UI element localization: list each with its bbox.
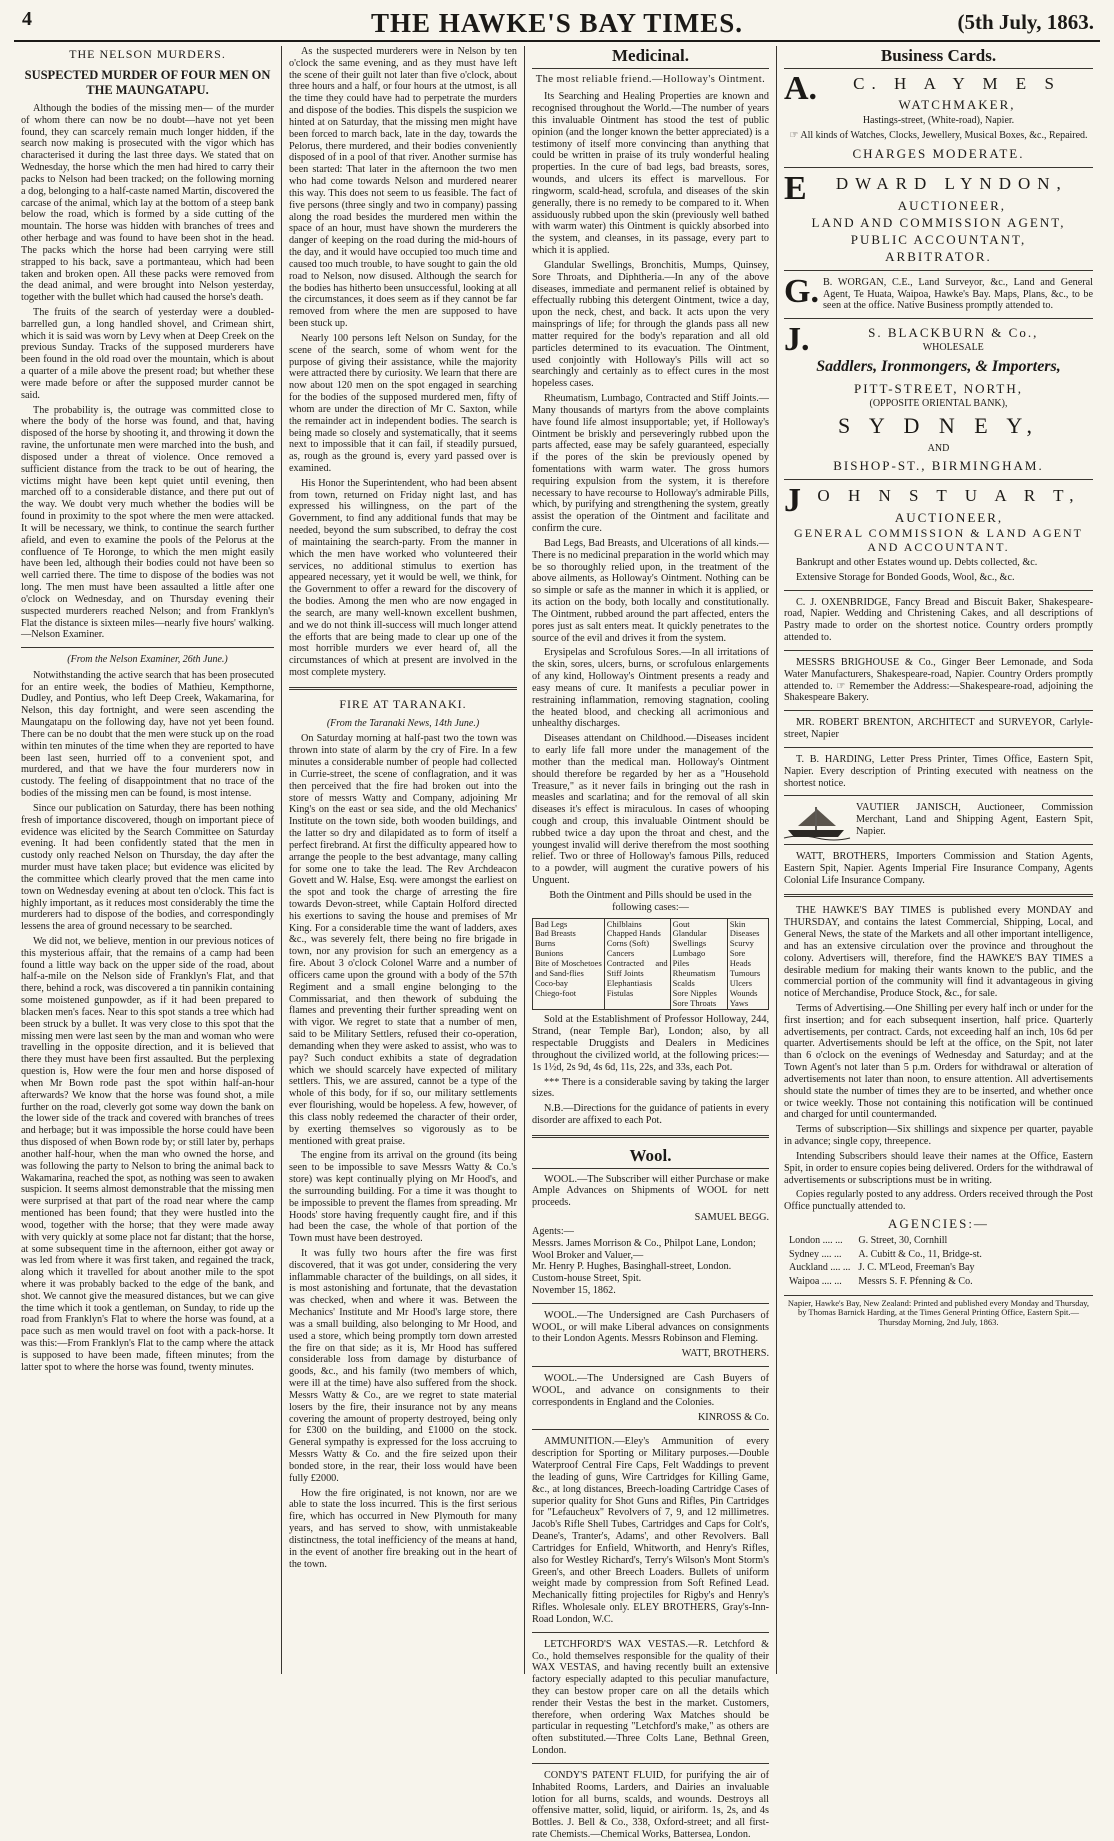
- masthead: [14, 6, 1100, 42]
- card-text: B. WORGAN, C.E., Land Surveyor, &c., Land and General Agent, Te Huata, Waipoa, Hawke's Bay. Maps, Plans, &c., to be seen at the office. Native Business promptly attended to.: [822, 276, 1093, 312]
- paragraph: Since our publication on Saturday, there has been nothing fresh of importance discovered, though on important piece of evidence was elicited by the Search Committee on Saturday evening. It had been confidently stated that the men in custody only reached Nelson on Thursday, the day after the murder must have taken place; but evidence was elicited by the committee which clearly proved that the men came into town on Wednesday evening at about ten o'clock. This fact is highly important, as it reduces most considerably the time the murderers had to dispose of the bodies, and correspondingly lessens the area of ground necessary to be searched.: [21, 802, 274, 933]
- paragraph: Although the bodies of the missing men— of the murder of whom there can now be no doubt—have not yet been found, they can scarcely remain much longer hidden, if the search now making is prosecuted with the vigor which has characterised it during the last three days. We stated that on Wednesday, the horse which the men had hired to carry their packs to Nelson had been tracked; on the following morning a dog, belonging to a half-caste named Martin, discovered the carcase of the animal, which lay at the bottom of a steep bank below the road, which is formed by a side cutting of the mountain. The horse was hidden with branches of trees and other herbage and was found to have been shot in the head. The packs which the horse had been carrying were still strapped to his back, save a portmanteau, which had been taken and broken open. All these packs were removed from the dead animal, and were brought into Nelson yesterday, together with the bullet which had caused the horse's death.: [21, 102, 274, 304]
- card-haymes: A. C. H A Y M E S WATCHMAKER, Hastings-street, (White-road), Napier. ☞ All kinds of Watches, Clocks, Jewellery, Musical Boxes, &c., Repaired. CHARGES MODERATE.: [784, 74, 1093, 161]
- ad-text: WOOL.—The Undersigned are Cash Purchasers of WOOL, or will make Liberal advances on consignments to their London Agents. Messrs Robinson and Fleming.: [532, 1309, 769, 1345]
- table-row: [533, 918, 769, 1010]
- card-name: DWARD LYNDON,: [835, 173, 1068, 193]
- column-1: [14, 46, 281, 1674]
- column-3: [524, 46, 776, 1841]
- card-janisch: [784, 802, 1093, 837]
- issue-date: (5th July, 1863.: [957, 10, 1094, 34]
- agency-agent: A. Cubitt & Co., 11, Bridge-st.: [858, 1248, 982, 1260]
- agency-agent: Messrs S. F. Pfenning & Co.: [858, 1275, 973, 1287]
- article-headline: SUSPECTED MURDER OF FOUR MEN ON THE MAUNGATAPU.: [24, 67, 271, 97]
- paragraph: The engine from its arrival on the ground (its being seen to be impossible to save Messrs Watty & Co.'s store) was kept continually plying on Mr Hood's, and the surrounding building. For a time it was thought to be impossible to prevent the flames from spreading. Mr Hoods' store having frequently caught fire, and if this had been the case, the whole of that portion of the Town must have been destroyed.: [289, 1150, 517, 1245]
- paragraph: The fruits of the search of yesterday were a doubled-barrelled gun, a long handled shovel, and Crimean shirt, which it is said was worn by Levy when at Deep Creek on the previous Sunday. Tracks of the supposed murderers have been found in the old road over the mountain, which is about a quarter of a mile above the present road; but whether these were made before or after the supposed murder cannot be said.: [21, 306, 274, 401]
- imprint: Napier, Hawke's Bay, New Zealand: Printed and published every Monday and Thursday, by Thomas Barnick Harding, at the Times General Printing Office, Eastern Spit.—Thursday Morning, 2nd July, 1863.: [784, 1295, 1093, 1329]
- paragraph: On Saturday morning at half-past two the town was thrown into state of alarm by the cry of Fire. In a few minutes a considerable number of people had collected in Currie-street, the scene of conflagration, and it was then perceived that the fire had broken out into the store of messrs Watty and Company, adjoining Mr King's on the east or sea side, and the old Mechanics' Institute on the town side, both wooden buildings, and the latter so dry and dilapidated as to form of itself a perfect firebrand. At first the difficulty appeared how to arrange the people to the best advantage, many calling for some one to take the lead. The Rev Archdeacon Govett and W. Halse, Esq. were amongst the earliest on the spot and took the charge of arresting the fire towards Devon-street, while Captain Holford directed his exertions to saving the house and premises of Mr King. For a considerable time the want of ladders, axes &c., was severely felt, there being no fire brigade in town, nor any provision for such an emergency as a fire. About 3 o'clock Colonel Warre and a number of officers came upon the ground with a body of the 57th Regiment and a small engine belonging to the Commissariat, and then thework of subduing the flames and preventing their further spreading went on with vigor. We regret to state that a number of men, said to be Military Settlers, refused their co-operation, demanding when they were asked to assist, who was to pay? Such conduct exhibits a state of degradation which we should scarcely have expected of military settlers. This, we are assured, cannot be a type of the whole of this body, for if so, our military settlements ever flourishing, would be hopeless. A few, however, of this class nobly redeemed the character of their order, by exerting themselves so vigorously as to be mentioned with great praise.: [289, 733, 517, 1147]
- agencies-table: [784, 1233, 987, 1289]
- card-lyndon: E DWARD LYNDON, AUCTIONEER, LAND AND COMMISSION AGENT, PUBLIC ACCOUNTANT, ARBITRATOR.: [784, 174, 1093, 264]
- card-line: BISHOP-ST., BIRMINGHAM.: [833, 458, 1044, 474]
- table-cell: Bad Legs Bad Breasts Burns Bunions Bite of Moschetoes and Sand-flies Coco-bay Chiego-foot: [533, 918, 605, 1010]
- card-line: AUCTIONEER,: [897, 197, 1006, 213]
- card-name: O H N S T U A R T,: [817, 486, 1081, 506]
- sailing-ship-icon: [784, 804, 850, 840]
- card-line: LAND AND COMMISSION AGENT,: [811, 214, 1066, 230]
- source-note: (From the Taranaki News, 14th June.): [326, 717, 480, 729]
- table-row: [786, 1276, 985, 1288]
- card-line: ARBITRATOR.: [885, 248, 992, 264]
- article-title: THE NELSON MURDERS.: [69, 47, 226, 61]
- agency-place: Auckland .... ...: [789, 1262, 851, 1274]
- table-cell: Gout Glandular Swellings Lumbago Piles Rheumatism Scalds Sore Nipples Sore Throats: [670, 918, 727, 1010]
- paragraph: N.B.—Directions for the guidance of patients in every disorder are affixed to each Pot.: [532, 1103, 769, 1126]
- paragraph: Copies regularly posted to any address. Orders received through the Post Office punctually attended to.: [784, 1189, 1093, 1213]
- newspaper-title: THE HAWKE'S BAY TIMES.: [370, 8, 744, 38]
- paragraph: THE HAWKE'S BAY TIMES is published every MONDAY and THURSDAY, and contains the latest Commercial, Shipping, Local, and General News, the state of the Markets and all other important intelligence, and has an extensive circulation over the province and throughout the colony. Advertisers will, therefore, find the HAWKE'S BAY TIMES a desirable medium for making their wants known to the public, and the commercial portion of the community will find it advantageous in giving notice of Merchandise, Produce Stock, &c., for sale.: [784, 905, 1093, 1000]
- paragraph: Its Searching and Healing Properties are known and recognised throughout the World.—The number of years this invaluable Ointment has stood the test of public opinion (and the longer known the better appreciated) is a testimony of itself more convincing than anything that could be written in praise of its truly wonderful healing properties. In the cure of bad legs, bad breasts, sores, wounds, and ulcers its effect is marvellous. For ringworm, scald-head, scrofula, and diseases of the skin generally, there is no remedy to be compared to it. When assiduously rubbed upon the skin (previously well bathed with warm water) this Ointment is quickly absorbed into the system, and cleanses, in its passage, every part to which it is applied.: [532, 91, 769, 257]
- paragraph: It was fully two hours after the fire was first discovered, that it was got under, considering the very inflammable character of the buildings, on all sides, it is most astonishing and fortunate, that the devastation was checked, when and where it was. Between the Mechanics' Institute and Mr Hood's large store, there was a small building, also belonging to Mr Hood, and used a store, which being promptly torn down arrested the fire on that side; as it is, Mr Hood has suffered considerable loss from damage by disturbance of goods, &c., and his family (two members of which, were ill at the time) have also suffered from the shock. Messrs Watty & Co., are we regret to state material losers by the fire, their insurance not by any means covering the amount of property destroyed, being only for £300 on the building, and £1000 on the stock. General sympathy is expressed for the loss accruing to Messrs Watty & Co. and the fire seized upon their bonded store, in the rear, their loss would have been fully £2000.: [289, 1248, 517, 1484]
- card-line: AND: [927, 442, 950, 454]
- paragraph: Glandular Swellings, Bronchitis, Mumps, Quinsey, Sore Throats, and Diphtheria.—In any of the above diseases, immediate and permanent relief is obtained by effectually rubbing this detergent Ointment, twice a day, upon the neck, chest, and back. It acts upon the very mainsprings of life; for through the glands pass all new matter required for the body's reparation and all old particles determined to its evacuation. The Ointment, used conjointly with Holloway's Pills will act so searchingly and certainly as to effect cures in the most hopeless cases.: [532, 259, 769, 390]
- card-harding: T. B. HARDING, Letter Press Printer, Times Office, Eastern Spit, Napier. Every description of Printing executed with neatness on the shortest notice.: [784, 753, 1093, 789]
- card-line: GENERAL COMMISSION & LAND AGENT AND ACCOUNTANT.: [794, 526, 1083, 555]
- section-heading-medicinal: Medicinal.: [532, 46, 769, 69]
- ad-kinross: [532, 1373, 769, 1423]
- agency-place: Sydney .... ...: [789, 1248, 842, 1260]
- table-row: [786, 1235, 985, 1247]
- card-line: S Y D N E Y,: [838, 413, 1039, 439]
- table-cell: Chilblains Chapped Hands Corns (Soft) Cancers Contracted and Stiff Joints Elephantiasis Fistulas: [604, 918, 670, 1010]
- ailments-table: [532, 918, 769, 1011]
- agencies-title: AGENCIES:—: [888, 1216, 989, 1232]
- ad-letchford: LETCHFORD'S WAX VESTAS.—R. Letchford & Co., hold themselves responsible for the quality of their WAX VESTAS, and having recently built an extensive factory especially adapted to this peculiar manufacture, they can bestow proper care on all the details which render their Vestas the best in the market. Customers, therefore, when ordering Wax Matches should be particular in requesting "Letchford's make," as others are often substituted.—Three Colts Lane, Bethnal Green, London.: [532, 1638, 769, 1757]
- card-text: VAUTIER JANISCH, Auctioneer, Commission Merchant, Land and Shipping Agent, Eastern Spit, Napier.: [856, 802, 1093, 838]
- page-number: 4: [22, 8, 32, 30]
- card-line: (OPPOSITE ORIENTAL BANK),: [869, 397, 1008, 409]
- card-stuart: J O H N S T U A R T, AUCTIONEER, GENERAL COMMISSION & LAND AGENT AND ACCOUNTANT. Bankrupt and other Estates wound up. Debts collected, &c. Extensive Storage for Bonded Goods, Wool, &c., &c.: [784, 486, 1093, 583]
- card-line: Hastings-street, (White-road), Napier.: [862, 114, 1015, 126]
- card-text: Extensive Storage for Bonded Goods, Wool, &c., &c.: [796, 571, 1015, 583]
- source-note: (From the Nelson Examiner, 26th June.): [67, 654, 228, 666]
- table-cell: Skin Diseases Scurvy Sore Heads Tumours Ulcers Wounds Yaws: [727, 918, 768, 1010]
- card-brighouse: MESSRS BRIGHOUSE & Co., Ginger Beer Lemonade, and Soda Water Manufacturers, Shakespeare-road, Napier. Country Orders promptly attended to. ☞ Remember the Address:—Shakespeare-road, adjoining the Shakespeare Bakery.: [784, 656, 1093, 704]
- paragraph: Nearly 100 persons left Nelson on Sunday, for the scene of the search, some of whom went for the purpose of giving their assistance, while the majority were attracted there by curiosity. We learn that there are now about 120 men on the spot engaged in searching for the bodies of the supposed murdered men, fifty of whom are under the direction of Mr C. Saxton, while the remainder act in independent bodies. The search is being made so closely and systematically, that it seems next to impossible that it can fail, if steadily pursued, as, rough as the ground is, every yard passed over is examined.: [289, 332, 517, 474]
- paragraph: Bad Legs, Bad Breasts, and Ulcerations of all kinds.—There is no medicinal preparation in the world which may be so thoroughly relied upon, in the treatment of the above ailments, as Holloway's Ointment. Nothing can be so simple or safe as the manner in which it is applied, or its action on the body, both locally and constitutionally. The Ointment, rubbed around the part affected, enters the pores just as salt enters meat. It quickly penetrates to the source of the evil and drives it from the system.: [532, 537, 769, 644]
- card-name: C. H A Y M E S: [853, 73, 1061, 93]
- card-text: Bankrupt and other Estates wound up. Debts collected, &c.: [796, 556, 1038, 568]
- ad-samuel-begg: [532, 1174, 769, 1297]
- card-line: WATCHMAKER,: [898, 97, 1016, 113]
- table-row: [786, 1262, 985, 1274]
- ad-signature: WATT, BROTHERS.: [681, 1348, 769, 1360]
- card-brenton: MR. ROBERT BRENTON, ARCHITECT and SURVEYOR, Carlyle-street, Napier: [784, 717, 1093, 741]
- paragraph: As the suspected murderers were in Nelson by ten o'clock the same evening, and as they must have left the scene of their guilt not later than five o'clock, about three hours and a half, or four hours at the utmost, is all the time they could have had to perpetrate the murders and dispose of the bodies. This dispels the suspicion we hinted at on Saturday, that the missing men might have been forced to march back, late in the day, towards the Pelorus, there murdered, and their bodies conveniently disposed of in a pool of that river. Another surmise has been started: That later in the afternoon the two men who had come towards Nelson and murdered nearer this way. This does not seem to us feasible. The fact of five persons (three singly and two in company) passing along the road besides the murdered men within the space of an hour, must have shown the murderers the danger of keeping on the road during the mid-hours of the day, and it would have occupied too much time and caused too much trouble, to have sought to gain the old road to Nelson, now disused. Although the search for the bodies has hitherto been unsuccessful, looking at all the circumstances, it does seem as if they cannot be far removed from where the men are supposed to have been stuck up.: [289, 46, 517, 330]
- card-line: AUCTIONEER,: [894, 510, 1004, 526]
- agency-agent: J. C. M'Leod, Freeman's Bay: [858, 1262, 975, 1274]
- card-name: S. BLACKBURN & Co.,: [868, 325, 1039, 341]
- paragraph: Sold at the Establishment of Professor Holloway, 244, Strand, (near Temple Bar), London; also, by all respectable Druggists and Dealers in Medicines throughout the civilized world, at the following prices:—1s 1½d, 2s 9d, 4s 6d, 11s, 22s, and 33s, each Pot.: [532, 1014, 769, 1073]
- paragraph: Notwithstanding the active search that has been prosecuted for an entire week, the bodies of Mathieu, Kempthorne, Dudley, and Pontius, who left Deep Creek, Wakamarina, for Nelson, this day fortnight, and were seen ascending the Maungatapu on the following day, have not yet been found. There can be no doubt that the men were stuck up on the road within ten minutes of the time when they are reported to have been last seen, hurried off to a convenient spot, and murdered, and that we have the four murderers now in custody. The feeling of disappointment that no trace of the bodies of the missing men can be found, is most intense.: [21, 669, 274, 800]
- paragraph: Intending Subscribers should leave their names at the Office, Eastern Spit, in order to ensure copies being delivered. Orders for the withdrawal of advertisements or subscriptions must be in writing.: [784, 1150, 1093, 1186]
- paragraph: Erysipelas and Scrofulous Sores.—In all irritations of the skin, sores, ulcers, burns, or scrofulous enlargements of any kind, Holloway's Ointment presents a ready and easy means of cure. It manifests a peculiar power in restraining inflammation, removing stagnation, cooling the heated blood, and checking all acrimonious and unhealthy discharges.: [532, 647, 769, 730]
- card-line: CHARGES MODERATE.: [852, 145, 1025, 161]
- ad-text: WOOL.—The Subscriber will either Purchase or make Ample Advances on Shipments of WOOL for nett proceeds.: [532, 1173, 769, 1209]
- card-worgan: G. B. WORGAN, C.E., Land Surveyor, &c., Land and General Agent, Te Huata, Waipoa, Hawke's Bay. Maps, Plans, &c., to be seen at the office. Native Business promptly attended to.: [784, 272, 1093, 312]
- paragraph: Diseases attendant on Childhood.—Diseases incident to early life fall more under the management of the mother than the medical man. Holloway's Ointment should therefore be regarded by her as a "Household Treasure," as it never fails in bringing out the rash in measles and scarlatina; and for the removal of all skin diseases it's effect is miraculous. In cases of whooping cough and croup, this invaluable Ointment should be rubbed twice a day upon the throat and chest, and the youngest invalid will derive therefrom the most soothing relief. Two or three of Holloway's famous Pills, reduced to a powder, will augment the curative powers of his Unguent.: [532, 733, 769, 887]
- paragraph: Terms of subscription—Six shillings and sixpence per quarter, payable in advance; single copy, threepence.: [784, 1124, 1093, 1148]
- ad-signature: SAMUEL BEGG.: [694, 1212, 769, 1224]
- paragraph: Rheumatism, Lumbago, Contracted and Stiff Joints.—Many thousands of martyrs from the above complaints have found life almost insupportable; yet, if Holloway's Ointment be briskly and perseveringly rubbed upon the parts affected, ease may be safely guaranteed, especially if the pores of the skin be previously opened by fomentations with warm water. The gross humors requiring expulsion from the system, it is therefore necessary to have recourse to Holloway's admirable Pills, which, by purifying and strengthening the system, greatly assist the operation of the Ointment and facilitate and confirm the cure.: [532, 393, 769, 535]
- card-line: PUBLIC ACCOUNTANT,: [850, 231, 1027, 247]
- ad-signature: KINROSS & Co.: [697, 1411, 769, 1423]
- column-2: [281, 46, 524, 1674]
- ad-text: WOOL.—The Undersigned are Cash Buyers of WOOL, and advance on consignments to their correspondents in England and the Colonies.: [532, 1373, 769, 1408]
- ad-condy: CONDY'S PATENT FLUID, for purifying the air of Inhabited Rooms, Larders, and Dairies an invaluable lotion for all burns, scalds, and wounds. Destroys all offensive matter, solid, liquid, or airiform. 1s, 2s, and 4s Bottles. J. Bell & Co., 338, Oxford-street; and all first-rate Chemists.—Chemical Works, Battersea, London.: [532, 1769, 769, 1841]
- agency-place: Waipoa .... ...: [789, 1275, 842, 1287]
- section-heading-business-cards: Business Cards.: [784, 46, 1093, 69]
- ad-agents: Agents:— Messrs. James Morrison & Co., Philpot Lane, London; Wool Broker and Valuer,— Mr. Henry P. Hughes, Basinghall-street, London. Custom-house Street, Spit. November 15, 1862.: [532, 1225, 756, 1296]
- paragraph: How the fire originated, is not known, nor are we able to state the loss incurred. This is the first serious fire, which has occurred in New Plymouth for many years, and has served to show, with unmistakeable distinctness, the total inefficiency of the means at hand, in the event of another fire breaking out in the heart of the town.: [289, 1487, 517, 1570]
- paragraph: Terms of Advertising.—One Shilling per every half inch or under for the first insertion; and for each subsequent insertion, half price. Quarterly advertisements, per contract. Cards, not exceeding half an inch, 10s 6d per quarter. Advertisements should be left at the office, on the Spit, not later than 6 o'clock on the evenings of Wednesday and Saturday; and at the Town Agent's not later than 5 p.m. Orders for withdrawal or alteration of advertisements not later than noon, to ensure attention. All advertisements should state the number of times they are to be inserted, and whether once or twice weekly. Those not containing this notification will be continued and charged for until countermanded.: [784, 1003, 1093, 1121]
- table-intro: Both the Ointment and Pills should be used in the following cases:—: [549, 889, 752, 913]
- section-heading-wool: Wool.: [532, 1146, 769, 1169]
- article-title: FIRE AT TARANAKI.: [339, 696, 467, 711]
- ad-watt-brothers-wool: [532, 1310, 769, 1360]
- card-watt-brothers: WATT, BROTHERS, Importers Commission and Station Agents, Eastern Spit, Napier. Agents Imperial Fire Insurance Company, Agents Colonial Life Insurance Company.: [784, 850, 1093, 886]
- paragraph: The probability is, the outrage was committed close to where the body of the horse was found, and that, having disposed of the horse by shooting it, and throwing it down the ravine, the unfortunate men were marched into the bush, and disposed under a threat of violence. Once removed a sufficient distance from the track to be out of hearing, the victims might have been kept quiet until evening, then marched off to a considerable distance, and there put out of the way. We doubt very much whether the bodies will be found in proximity to the spot where the men were attacked. It will be necessary, we think, to continue the search further afield, and even to examine the pools of the Pelorus at the confluence of Te Horonge, to which the men might easily have been led, although their bodies could not have been so well carried there. The time to dispose of the bodies was not long. The men must have been assaulted a little after one o'clock on Wednesday, and on Thursday evening their suspected murderers reached Nelson; and from Franklyn's Flat the distance is sixteen miles—nearly five hours' walking.—Nelson Examiner.: [21, 404, 274, 641]
- ad-ammunition: AMMUNITION.—Eley's Ammunition of every description for Sporting or Military purposes.—Double Waterproof Central Fire Caps, Felt Waddings to prevent the leading of guns, Wire Cartridges for Killing Game, &c., at long distances, Breech-loading Cartridge Cases of superior quality for Shot Guns and Rifles, Pin Cartridges for "Lefaucheux" Revolvers of 7, 9, and 12 millimetres. Jacob's Rifle Shell Tubes, Cartridges and Caps for Colt's, Deane's, Tranter's, Adams', and other Revolvers. Ball Cartridges for Enfield, Whitworth, and Henry's Rifles, also for Westley Richard's, Terry's Wilson's Mont Storm's Green's, and other Breech Loaders. Bullets of uniform weight made by compression from Soft Refined Lead. Mechanically fitting projectiles for Rigby's and Henry's Rifles. Wholesale only. ELEY BROTHERS, Gray's-Inn-Road London, W.C.: [532, 1436, 769, 1625]
- paragraph: *** There is a considerable saving by taking the larger sizes.: [532, 1076, 769, 1100]
- column-4: [776, 46, 1100, 1674]
- paragraph: His Honor the Superintendent, who had been absent from town, returned on Friday night last, and has expressed his willingness, on the part of the Government, to find any additional funds that may be needed, beyond the sum subscribed, to defray the cost of maintaining the search-party. From the manner in which the men have worked who volunteered their services, no additional stimulus to exertion has appeared necessary, yet it would be well, we think, for the Government to offer a reward for the discovery of the bodies. Among the men who are now engaged in the search, are many well-known excellent bushmen, and we do not think ill-success will much longer attend the efforts that are being made to clear up one of the most horrible murders we ever heard of, all the circumstances of which at present are involved in the most complete mystery.: [289, 477, 517, 679]
- card-line: WHOLESALE: [922, 342, 984, 354]
- table-row: [786, 1249, 985, 1261]
- pointing-hand-icon: ☞: [789, 130, 801, 142]
- ad-headline: The most reliable friend.—Holloway's Ointment.: [535, 73, 766, 85]
- paragraph: We did not, we believe, mention in our previous notices of this mysterious affair, that the remains of a camp had been found a little way back on the upper side of the road, about half-a-mile on the Nelson side of Franklyn's Flat, and that there, behind a rock, was discovered a tin pannikin containing some moistened gunpowder, as if it had been prepared to blacken men's faces. Near to this spot stands a tree which had been struck by a bullet. It was very close to this spot that the missing men were last seen by the man and woman who were travelling in the opposite direction, and it is believed that there they must have been first assaulted. But the perplexing question is, How were the four men and horse disposed of when Mr Bown rode past the spot within half-an-hour afterwards? We know that the horse was found shot, a mile further on the road, cleverly got some way down the bank on the lower side of the track and covered with branches of trees and herbage; but it was impossible the horse could have been thus disposed of when Bown rode by; or still later by, perhaps another half-hour, when the man who owned the horse, and was following the party to Nelson to bring the animal back to Wakamarina, reached the spot, as nothing was seen to awaken suspicion. It seems almost demonstrable that the missing men were surprised at that part of the road near where the camp mentioned has been found; that they were hustled into the wood, together with the horse; that they were made away with very quickly at some place not far distant; that the horse, at some subsequent time in the afternoon, either got away or was led from where it was first taken, and regained the track, along which it travelled for about another mile to the spot where it was probably backed to the edge of the bank, and shot. We cannot give the measured distances, but we can give the time which it took a gentleman, on Sunday, to ride up the road from Franklyn's Flat to where the horse was found, at a pace such as men would travel on foot with a pack-horse. It was this:—From Franklyn's Flat to the camp where the attack is supposed to have been made, fifteen minutes; from the latter spot to where the horse was found, twenty minutes.: [21, 935, 274, 1373]
- agency-agent: G. Street, 30, Cornhill: [858, 1235, 948, 1247]
- card-blackburn: J. S. BLACKBURN & Co., WHOLESALE Saddlers, Ironmongers, & Importers, PITT-STREET, NORTH, (OPPOSITE ORIENTAL BANK), S Y D N E Y, AND BISHOP-ST., BIRMINGHAM.: [784, 325, 1093, 473]
- card-line: Saddlers, Ironmongers, & Importers,: [816, 357, 1061, 375]
- card-oxenbridge: C. J. OXENBRIDGE, Fancy Bread and Biscuit Baker, Shakespeare-road, Napier. Wedding and Christening Cakes, and all descriptions of Pastry made to order on the shortest notice. Country orders promptly attended to.: [784, 596, 1093, 644]
- agency-place: London .... ...: [789, 1235, 843, 1247]
- card-line: PITT-STREET, NORTH,: [853, 380, 1024, 396]
- card-line: ☞ All kinds of Watches, Clocks, Jewellery, Musical Boxes, &c., Repaired.: [789, 130, 1088, 142]
